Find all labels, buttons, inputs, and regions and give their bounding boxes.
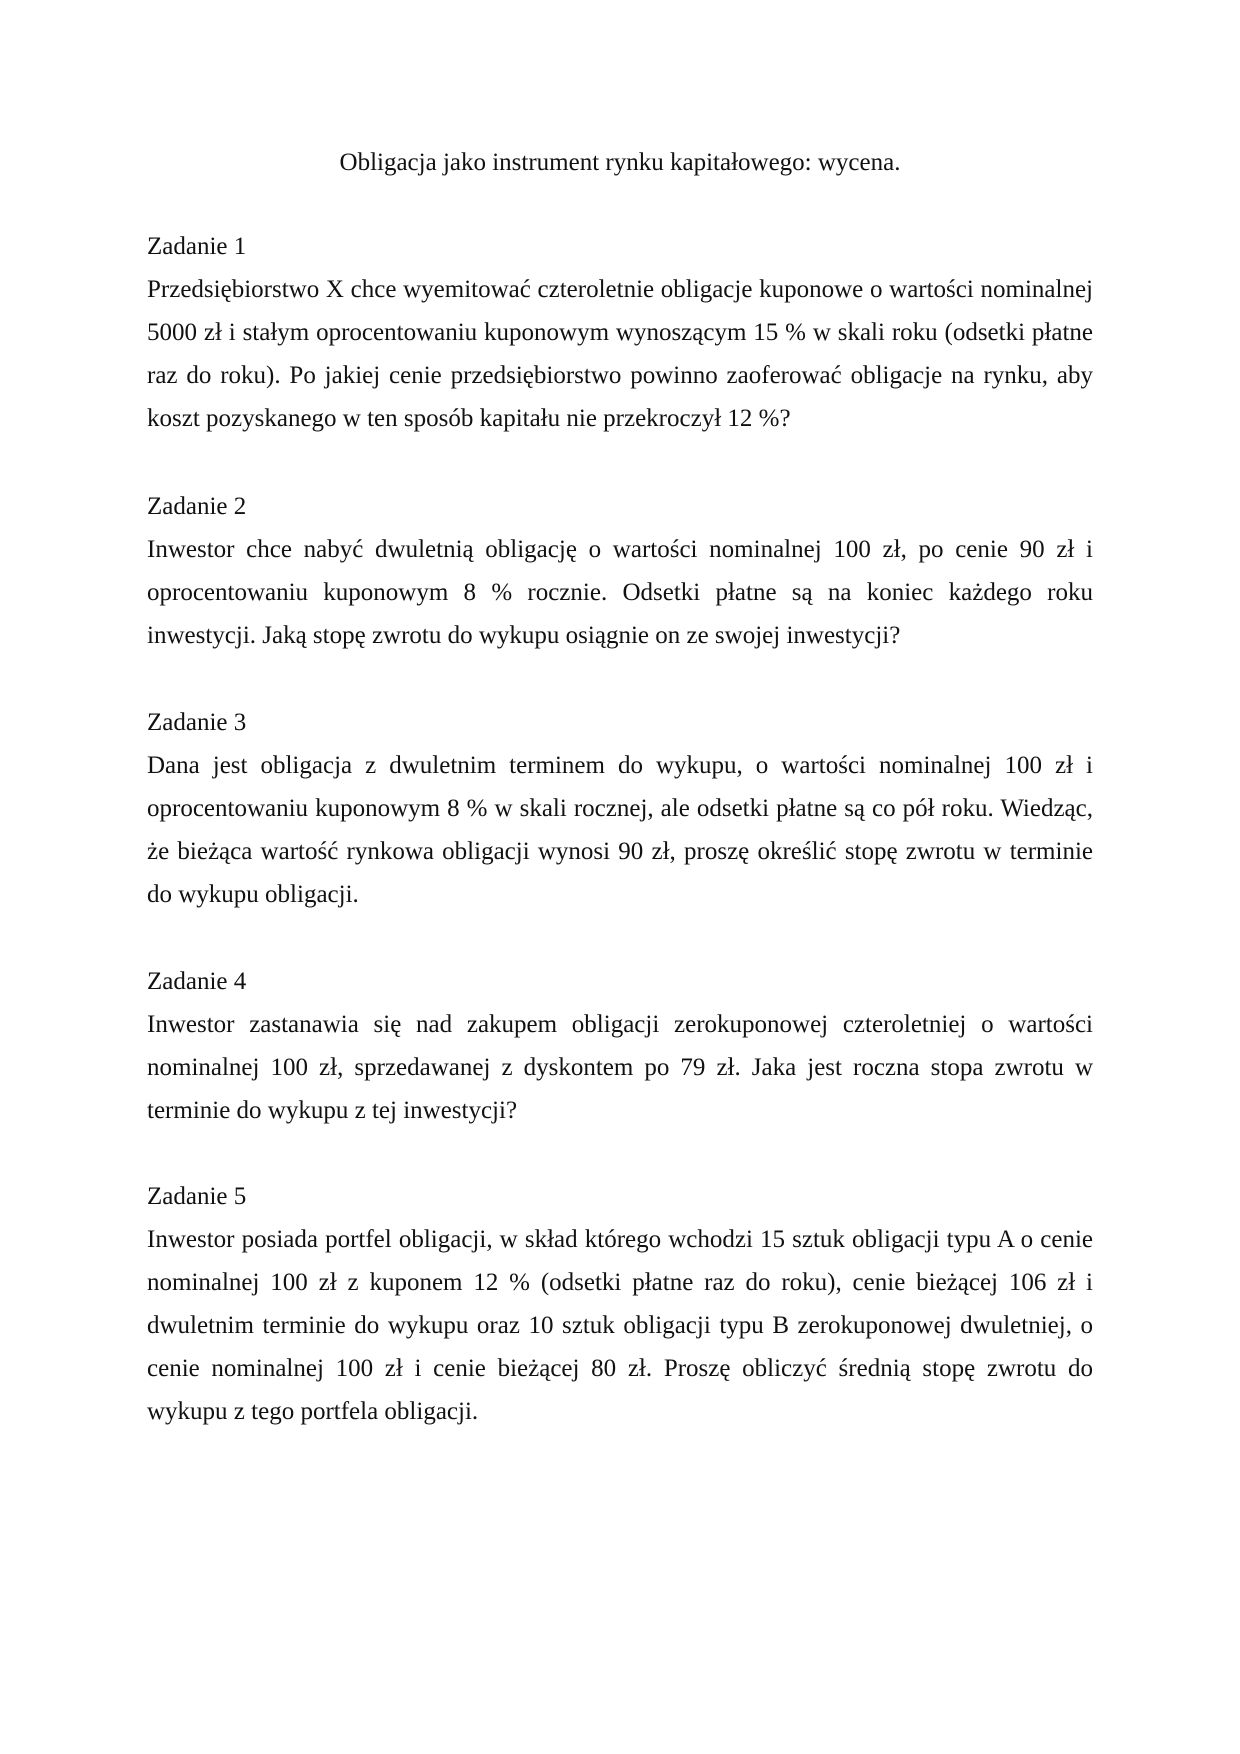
- task-section-1: [147, 230, 1093, 440]
- task-text-2: Inwestor chce nabyć dwuletnią obligację o wartości nominalnej 100 zł, po cenie 90 zł i oprocentowaniu kuponowym 8 % rocznie. Odsetki płatne są na koniec każdego roku inwestycji. Jaką stopę zwrotu do wykupu osiągnie on ze swojej inwestycji?: [147, 536, 1093, 649]
- task-heading-4: Zadanie 4: [147, 968, 247, 995]
- task-heading-5: Zadanie 5: [147, 1183, 247, 1210]
- task-heading-1: Zadanie 1: [147, 233, 247, 260]
- document-title: Obligacja jako instrument rynku kapitałowego: wycena.: [339, 149, 901, 176]
- task-section-3: [147, 706, 1093, 916]
- task-heading-3: Zadanie 3: [147, 709, 247, 736]
- task-text-3: Dana jest obligacja z dwuletnim terminem do wykupu, o wartości nominalnej 100 zł i oprocentowaniu kuponowym 8 % w skali rocznej, ale odsetki płatne są co pół roku. Wiedząc, że bieżąca wartość rynkowa obligacji wynosi 90 zł, proszę określić stopę zwrotu w terminie do wykupu obligacji.: [147, 752, 1093, 908]
- task-heading-2: Zadanie 2: [147, 493, 247, 520]
- task-text-5: Inwestor posiada portfel obligacji, w skład którego wchodzi 15 sztuk obligacji typu A o cenie nominalnej 100 zł z kuponem 12 % (odsetki płatne raz do roku), cenie bieżącej 106 zł i dwuletnim terminie do wykupu oraz 10 sztuk obligacji typu B zerokuponowej dwuletniej, o cenie nominalnej 100 zł i cenie bieżącej 80 zł. Proszę obliczyć średnią stopę zwrotu do wykupu z tego portfela obligacji.: [147, 1226, 1093, 1425]
- task-section-4: [147, 965, 1093, 1132]
- task-section-2: [147, 490, 1093, 657]
- task-section-5: [147, 1180, 1093, 1433]
- task-text-4: Inwestor zastanawia się nad zakupem obligacji zerokuponowej czteroletniej o wartości nominalnej 100 zł, sprzedawanej z dyskontem po 79 zł. Jaka jest roczna stopa zwrotu w terminie do wykupu z tej inwestycji?: [147, 1011, 1093, 1124]
- task-text-1: Przedsiębiorstwo X chce wyemitować czteroletnie obligacje kuponowe o wartości nominalnej 5000 zł i stałym oprocentowaniu kuponowym wynoszącym 15 % w skali roku (odsetki płatne raz do roku). Po jakiej cenie przedsiębiorstwo powinno zaoferować obligacje na rynku, aby koszt pozyskanego w ten sposób kapitału nie przekroczył 12 %?: [147, 276, 1093, 432]
